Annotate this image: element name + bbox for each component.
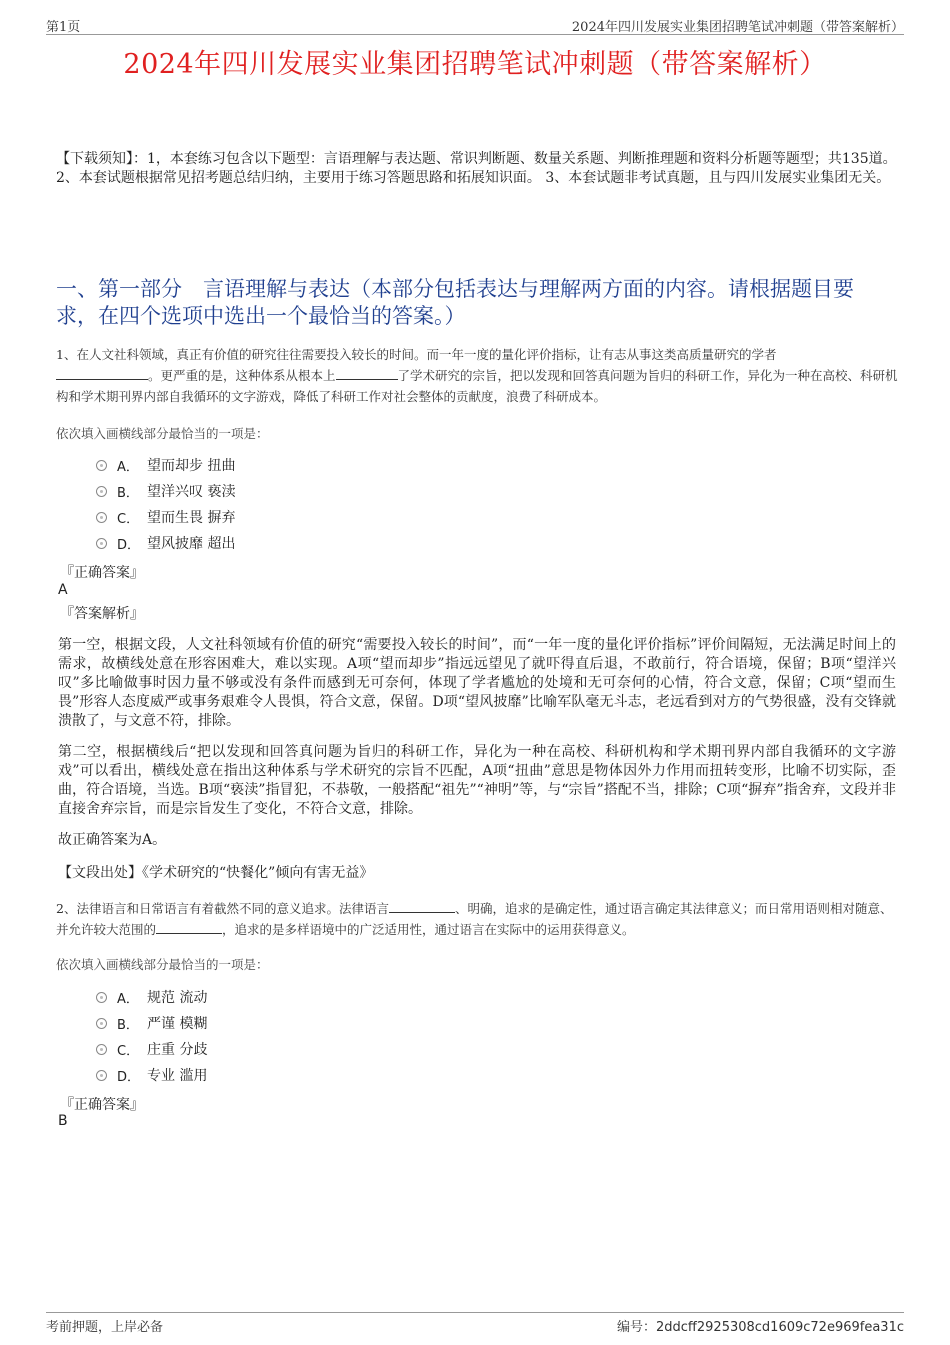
question-2-text [56, 898, 898, 940]
question-1-part3: 了学术研究的宗旨，把以发现和回答真问题为旨归的科研工作，异化为一种在高校、科研机构和学术期刊界内部自我循环的文字游戏，降低了科研工作对社会整体的贡献度，浪费了科研成本。 [56, 368, 898, 404]
option-text: 望风披靡 超出 [147, 536, 236, 552]
option-a[interactable]: A． 规范 流动 [96, 984, 207, 1010]
radio-icon[interactable] [96, 1044, 107, 1055]
option-text: 严谨 模糊 [147, 1016, 208, 1032]
option-text: 望洋兴叹 亵渎 [147, 484, 236, 500]
download-notice: 【下载须知】：1，本套练习包含以下题型：言语理解与表达题、常识判断题、数量关系题、判断推理题和资料分析题等题型；共135道。 2、本套试题根据常见招考题总结归纳，主要用于练习答题思路和拓展知识面。 3、本套试题非考试真题，且与四川发展实业集团无关。 [56, 151, 897, 186]
option-text: 望而却步 扭曲 [147, 458, 236, 474]
question-2-part2: 、明确，追求的是确定性，通过语言确定其法律意义；而日常用语则相对随意、并允许较大范围的 [56, 901, 893, 937]
radio-icon[interactable] [96, 460, 107, 471]
option-b[interactable]: B． 严谨 模糊 [96, 1010, 207, 1036]
document-code: 2ddcff2925308cd1609c72e969fea31c [656, 1320, 904, 1335]
question-1-analysis [58, 636, 896, 862]
option-c[interactable]: C． 庄重 分歧 [96, 1036, 207, 1062]
question-1-answer-label: 『正确答案』 [60, 565, 144, 581]
option-text: 规范 流动 [147, 990, 208, 1006]
option-d[interactable]: D． 望风披靡 超出 [96, 530, 235, 556]
option-d[interactable]: D． 专业 滥用 [96, 1062, 207, 1088]
footer-code: 编号：2ddcff2925308cd1609c72e969fea31c [616, 1320, 904, 1335]
question-2-options [96, 984, 207, 1088]
header-doc-title: 2024年四川发展实业集团招聘笔试冲刺题（带答案解析） [571, 20, 904, 35]
question-2-blank-1 [389, 898, 455, 913]
page-footer [46, 1312, 904, 1335]
question-2-answer: B [58, 1113, 68, 1129]
radio-icon[interactable] [96, 538, 107, 549]
analysis-paragraph-2: 第二空，根据横线后“把以发现和回答真问题为旨归的科研工作，异化为一种在高校、科研机构和学术期刊界内部自我循环的文字游戏”可以看出，横线处意在指出这种体系与学术研究的宗旨不匹配，A项“扭曲”意思是物体因外力作用而扭转变形，比喻不切实际，歪曲，符合语境，当选。B项“亵渎”指冒犯，不恭敬，一般搭配“祖先”“神明”等，与“宗旨”搭配不当，排除；C项“摒弃”指舍弃，文段并非直接舍弃宗旨，而是宗旨发生了变化，不符合文意，排除。 [58, 744, 896, 817]
radio-icon[interactable] [96, 512, 107, 523]
option-a[interactable]: A． 望而却步 扭曲 [96, 452, 235, 478]
option-text: 庄重 分歧 [147, 1042, 208, 1058]
question-1-answer: A [58, 582, 68, 598]
question-1-prompt: 依次填入画横线部分最恰当的一项是： [56, 426, 269, 441]
option-text: 望而生畏 摒弃 [147, 510, 236, 526]
question-2-prompt: 依次填入画横线部分最恰当的一项是： [56, 957, 269, 972]
option-text: 专业 滥用 [147, 1068, 208, 1084]
question-1-blank-2 [336, 365, 398, 380]
question-2-part1: 2、法律语言和日常语言有着截然不同的意义追求。法律语言 [56, 901, 389, 916]
question-2-blank-2 [156, 919, 222, 934]
question-2-part3: ，追求的是多样语境中的广泛适用性，通过语言在实际中的运用获得意义。 [222, 922, 635, 937]
radio-icon[interactable] [96, 1018, 107, 1029]
question-1-analysis-label: 『答案解析』 [60, 606, 144, 622]
analysis-paragraph-1: 第一空，根据文段，人文社科领域有价值的研究“需要投入较长的时间”，而“一年一度的量化评价指标”评价间隔短，无法满足时间上的需求，故横线处意在形容困难大，难以实现。A项“望而却步”指远远望见了就吓得直后退，不敢前行，符合语境，保留；B项“望洋兴叹”多比喻做事时因力量不够或没有条件而感到无可奈何，体现了学者尴尬的处境和无可奈何的心情，符合文意，保留；C项“望而生畏”形容人态度威严或事务艰难令人畏惧，符合文意，保留。D项“望风披靡”比喻军队毫无斗志，老远看到对方的气势很盛，没有交锋就溃散了，与文意不符，排除。 [58, 637, 896, 729]
radio-icon[interactable] [96, 1070, 107, 1081]
page-number: 第1页 [46, 20, 81, 35]
analysis-paragraph-3: 故正确答案为A。 [58, 832, 167, 848]
question-1-part2: 。更严重的是，这种体系从根本上 [148, 368, 336, 383]
question-1-part1: 1、在人文社科领域，真正有价值的研究往往需要投入较长的时间。而一年一度的量化评价指标，让有志从事这类高质量研究的学者 [56, 347, 777, 362]
section-heading: 一、第一部分 言语理解与表达（本部分包括表达与理解两方面的内容。请根据题目要求，在四个选项中选出一个最恰当的答案。） [56, 277, 854, 328]
radio-icon[interactable] [96, 992, 107, 1003]
page-header [46, 14, 904, 35]
question-2-answer-label: 『正确答案』 [60, 1097, 144, 1113]
question-1-source: 【文段出处】《学术研究的“快餐化”倾向有害无益》 [58, 865, 374, 881]
footer-slogan: 考前押题，上岸必备 [46, 1320, 164, 1335]
question-1-options [96, 452, 235, 556]
question-1-blank-1 [56, 365, 148, 380]
question-1-text [56, 344, 898, 407]
radio-icon[interactable] [96, 486, 107, 497]
option-b[interactable]: B． 望洋兴叹 亵渎 [96, 478, 235, 504]
document-title: 2024年四川发展实业集团招聘笔试冲刺题（带答案解析） [123, 49, 827, 80]
option-c[interactable]: C． 望而生畏 摒弃 [96, 504, 235, 530]
